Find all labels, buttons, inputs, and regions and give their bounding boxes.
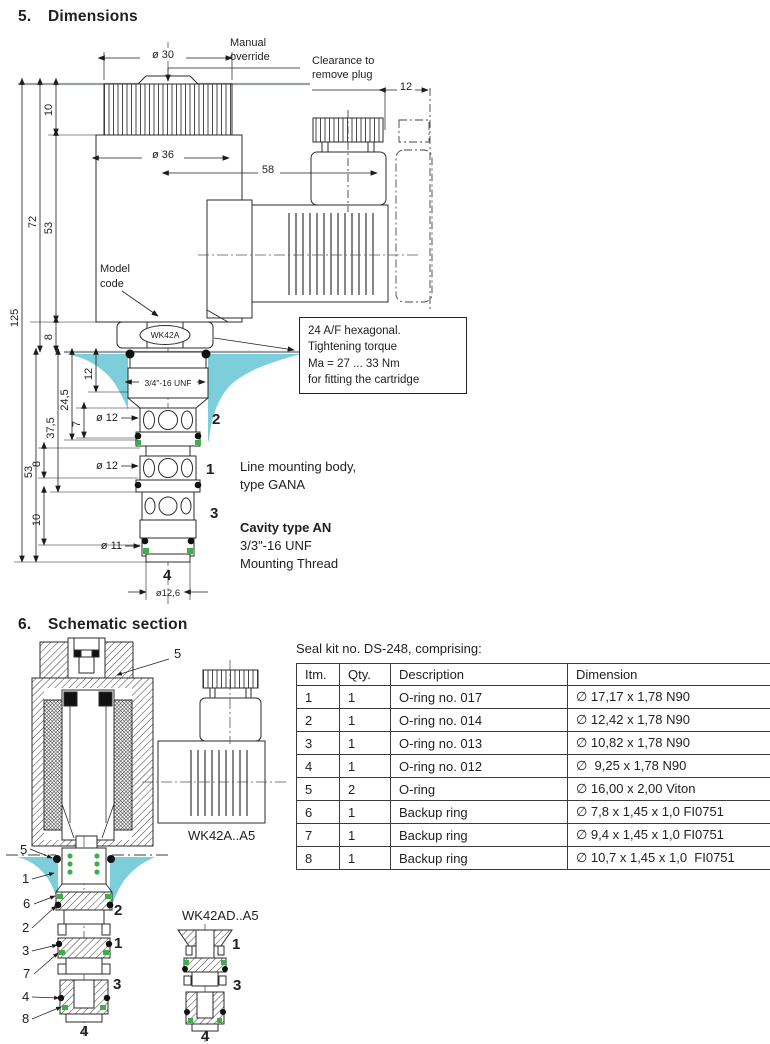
cell-qty: 1 <box>340 732 391 755</box>
table-row <box>297 778 770 801</box>
port-dia-labels <box>96 412 140 552</box>
cell-itm: 5 <box>297 778 340 801</box>
solenoid-section <box>32 678 153 850</box>
col-dimension: Dimension <box>568 664 770 686</box>
callout-3: 3 <box>22 943 30 958</box>
small-port-1: 1 <box>232 936 241 953</box>
solenoid-cap-section <box>40 638 133 678</box>
manual-override-label-2: override <box>230 51 270 63</box>
callout-6: 6 <box>23 896 31 911</box>
cell-dim: ∅ 17,17 x 1,78 N90 <box>568 686 770 709</box>
seal-kit-block <box>296 641 770 870</box>
cavity-text <box>240 519 338 574</box>
port-1: 1 <box>206 461 215 478</box>
connector-housing <box>207 200 388 322</box>
small-port-3: 3 <box>233 977 242 994</box>
svg-text:58: 58 <box>261 164 275 176</box>
callout-5-bottom: 5 <box>20 842 28 857</box>
dim-8-hex: 8 <box>43 333 55 341</box>
port-2: 2 <box>212 411 221 428</box>
torque-note-box <box>299 317 467 394</box>
col-qty: Qty. <box>340 664 391 686</box>
section-port-1: 1 <box>114 935 123 952</box>
dim-c12: 12 <box>83 367 95 381</box>
svg-text:code: code <box>100 278 124 290</box>
cell-dim: ∅ 10,82 x 1,78 N90 <box>568 732 770 755</box>
cavity-mounting: Mounting Thread <box>240 556 339 572</box>
cell-itm: 3 <box>297 732 340 755</box>
port-3: 3 <box>210 505 219 522</box>
dim-chain-upper <box>22 84 56 562</box>
line-mounting-1: Line mounting body, <box>240 459 357 474</box>
cell-itm: 7 <box>297 824 340 847</box>
dim-12-label: 12 <box>399 81 413 93</box>
note-line-1: 24 A/F hexagonal. <box>308 325 401 337</box>
section-port-3: 3 <box>113 976 122 993</box>
cell-desc: O-ring no. 012 <box>391 755 568 778</box>
manual-override-label-1: Manual <box>230 37 267 49</box>
dim-c8: 8 <box>31 460 43 468</box>
svg-text:ø 30: ø 30 <box>151 49 175 61</box>
cell-desc: O-ring <box>391 778 568 801</box>
callout-8: 8 <box>22 1011 30 1026</box>
table-header-row <box>297 664 770 686</box>
seal-kit-intro: Seal kit no. DS-248, comprising: <box>296 641 482 656</box>
section5-number: 5. <box>18 8 32 25</box>
cell-dim: ∅ 12,42 x 1,78 N90 <box>568 709 770 732</box>
cell-qty: 2 <box>340 778 391 801</box>
dia12-port1: ø 12 <box>95 460 118 472</box>
svg-text:ø12,6: ø12,6 <box>155 588 181 599</box>
cell-dim: ∅ 9,4 x 1,45 x 1,0 FI0751 <box>568 824 770 847</box>
dim-245: 24,5 <box>59 389 71 411</box>
dim-c10: 10 <box>31 513 43 527</box>
model-label-wk42ad-a5: WK42AD..A5 <box>182 908 259 923</box>
cavity-type: Cavity type AN <box>240 520 332 535</box>
section5-title: Dimensions <box>48 8 138 25</box>
dim-53: 53 <box>43 221 55 235</box>
cell-itm: 2 <box>297 709 340 732</box>
seal-kit-table <box>296 663 770 870</box>
clearance-label-2: remove plug <box>312 69 373 81</box>
table-row <box>297 847 770 870</box>
cavity-thread: 3/3"-16 UNF <box>240 538 312 554</box>
cell-qty: 1 <box>340 709 391 732</box>
note-line-2: Tightening torque <box>308 341 398 354</box>
callout-5-top: 5 <box>174 646 182 661</box>
table-row <box>297 824 770 847</box>
note-line-3: Ma = 27 ... 33 Nm <box>308 357 400 370</box>
cell-dim: ∅ 9,25 x 1,78 N90 <box>568 755 770 778</box>
callout-7: 7 <box>23 966 31 981</box>
callout-4: 4 <box>22 989 30 1004</box>
callout-2: 2 <box>22 920 30 935</box>
dia11-port: ø 11 <box>100 540 122 552</box>
cell-desc: O-ring no. 014 <box>391 709 568 732</box>
svg-text:Model: Model <box>100 263 130 275</box>
cell-itm: 4 <box>297 755 340 778</box>
cell-itm: 1 <box>297 686 340 709</box>
cell-dim: ∅ 16,00 x 2,00 Viton <box>568 778 770 801</box>
dim-10: 10 <box>43 103 55 117</box>
cell-desc: O-ring no. 017 <box>391 686 568 709</box>
dim-72: 72 <box>27 215 39 229</box>
section6-title: Schematic section <box>48 616 188 633</box>
plug <box>311 118 386 205</box>
cell-desc: O-ring no. 013 <box>391 732 568 755</box>
table-row <box>297 732 770 755</box>
dim-c53: 53 <box>23 465 35 479</box>
line-mounting-text <box>240 458 356 494</box>
clearance-label-1: Clearance to <box>312 55 375 67</box>
svg-text:ø 36: ø 36 <box>151 149 175 161</box>
section-port-4: 4 <box>80 1023 89 1040</box>
callout-1: 1 <box>22 871 30 886</box>
cell-qty: 1 <box>340 755 391 778</box>
dim-7: 7 <box>71 420 83 428</box>
col-itm: Itm. <box>297 664 340 686</box>
hex-leader-line <box>214 338 294 350</box>
table-row <box>297 801 770 824</box>
cell-desc: Backup ring <box>391 847 568 870</box>
dim-125: 125 <box>9 308 21 328</box>
section-port-2: 2 <box>114 902 123 919</box>
table-row <box>297 709 770 732</box>
cell-qty: 1 <box>340 847 391 870</box>
small-cartridge-section <box>178 930 232 1031</box>
small-port-4: 4 <box>201 1028 210 1044</box>
nameplate-label: WK42A <box>150 330 180 340</box>
table-row <box>297 755 770 778</box>
cell-itm: 8 <box>297 847 340 870</box>
model-label-wk42a-a5: WK42A..A5 <box>188 828 256 843</box>
callouts-left <box>20 842 30 1026</box>
note-line-4: for fitting the cartridge <box>308 373 420 386</box>
dim-chain-lower <box>36 354 96 562</box>
cell-desc: Backup ring <box>391 801 568 824</box>
cell-dim: ∅ 7,8 x 1,45 x 1,0 FI0751 <box>568 801 770 824</box>
dia12-port2: ø 12 <box>95 412 118 424</box>
dim-dia126 <box>128 588 208 599</box>
cell-dim: ∅ 10,7 x 1,45 x 1,0 FI0751 <box>568 847 770 870</box>
port-4: 4 <box>163 567 172 584</box>
cell-desc: Backup ring <box>391 824 568 847</box>
dim-375: 37,5 <box>45 417 57 439</box>
cell-qty: 1 <box>340 801 391 824</box>
manual-override-leader <box>168 37 300 81</box>
table-row <box>297 686 770 709</box>
cell-qty: 1 <box>340 824 391 847</box>
connector-section <box>158 670 265 823</box>
schematic-drawing <box>0 608 290 1044</box>
cell-qty: 1 <box>340 686 391 709</box>
thread-label: 3/4"-16 UNF <box>144 378 192 388</box>
cell-itm: 6 <box>297 801 340 824</box>
col-description: Description <box>391 664 568 686</box>
line-mounting-2: type GANA <box>240 477 306 493</box>
section6-number: 6. <box>18 616 32 633</box>
